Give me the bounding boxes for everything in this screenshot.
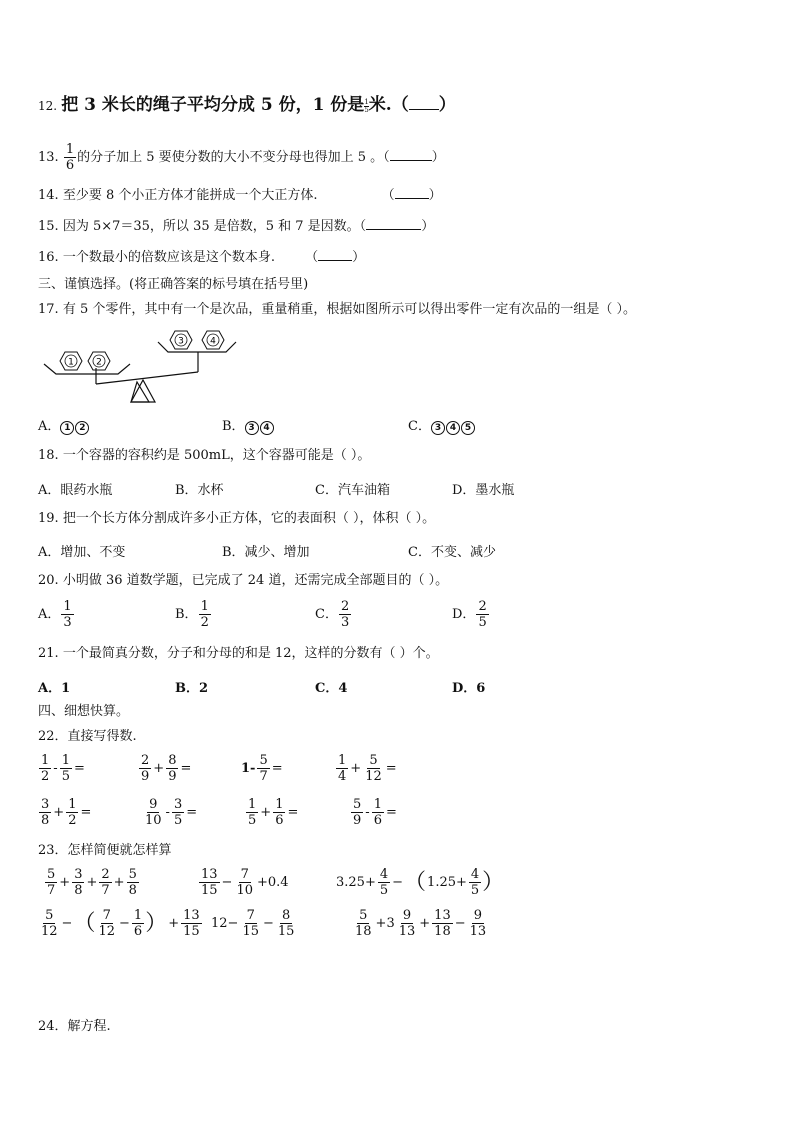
q15-answer-blank[interactable]: [366, 217, 421, 230]
part-1-hexagon: [60, 352, 82, 370]
q15-close: ）: [421, 219, 435, 234]
q13-answer-blank[interactable]: [390, 148, 432, 161]
q21-line: [38, 645, 439, 663]
q20-option-d-fraction: [476, 599, 488, 630]
q19-line: [38, 510, 435, 528]
q21-option-a[interactable]: A．1: [38, 681, 71, 696]
q18-line: [38, 447, 370, 465]
q16-line: [38, 248, 365, 267]
q16-number: 16.: [38, 250, 59, 265]
q17-option-a-mark-1: 1: [60, 421, 74, 435]
q15-line: [38, 217, 434, 236]
q17-option-a-letter: A．: [38, 419, 61, 434]
q20-c-den: 3: [340, 615, 350, 630]
q17-number: 17.: [38, 302, 59, 317]
q12-frac-den: 5: [364, 106, 369, 114]
q12-close: ）: [438, 95, 456, 115]
q17-option-a-mark-2: 2: [75, 421, 89, 435]
q17-option-b-mark-2: 4: [260, 421, 274, 435]
q14-text: 至少要 8 个小正方体才能拼成一个大正方体.: [62, 188, 318, 203]
q12-answer-blank[interactable]: [409, 97, 439, 110]
q17-option-b-mark-1: 3: [245, 421, 259, 435]
q14-line: [38, 186, 442, 205]
q12-number: 12.: [38, 99, 58, 113]
q22-expr-6: $\frac{9}{10}$ - $\frac{3}{5}$ =: [145, 797, 198, 828]
q13-close: ）: [431, 150, 445, 165]
q20-d-den: 5: [478, 615, 487, 630]
q22-title: 22．直接写得数.: [38, 729, 137, 744]
q18-option-a[interactable]: A．眼药水瓶: [38, 483, 113, 498]
q15-text: 因为 5×7＝35，所以 35 是倍数，5 和 7 是因数。（: [62, 219, 367, 234]
q16-text: 一个数最小的倍数应该是这个数本身.: [62, 250, 275, 265]
q13-frac-num: 1: [65, 142, 75, 157]
q20-option-c-fraction: [339, 599, 351, 630]
q17-option-b-letter: B．: [222, 419, 245, 434]
q18-option-d[interactable]: D．墨水瓶: [452, 483, 515, 498]
q21-option-c[interactable]: C．4: [315, 681, 348, 696]
q23-expr-2: $\frac{13}{15}$ − $\frac{7}{10}$ +0.4: [201, 867, 289, 898]
q22-expr-2: $\frac{2}{9}$ + $\frac{8}{9}$ =: [141, 753, 192, 784]
q14-open: （: [381, 188, 395, 203]
q20-b-num: 1: [200, 599, 209, 614]
q16-answer-blank[interactable]: [318, 248, 352, 261]
q19-text: 把一个长方体分割成许多小正方体，它的表面积（ ），体积（ ）。: [62, 511, 436, 526]
q20-number: 20.: [38, 573, 59, 588]
q20-option-b-letter: B．: [175, 607, 198, 622]
q17-option-b[interactable]: [222, 415, 275, 435]
q14-close: ）: [428, 188, 442, 203]
q22-expr-8: $\frac{5}{9}$ - $\frac{1}{6}$ =: [353, 797, 397, 828]
q20-option-a-fraction: [61, 599, 73, 630]
q13-number: 13.: [38, 150, 59, 165]
q19-option-b[interactable]: B．减少、增加: [222, 545, 310, 560]
q20-option-a-letter: A．: [38, 607, 61, 622]
q20-option-d-letter: D．: [452, 607, 476, 622]
q20-option-a[interactable]: [38, 599, 75, 630]
q12-line: [38, 96, 456, 116]
q13-frac-den: 6: [65, 158, 75, 173]
q22-expr-5: $\frac{3}{8}$ + $\frac{1}{2}$ =: [41, 797, 92, 828]
part-1-label: 1: [68, 357, 74, 368]
q20-d-num: 2: [478, 599, 487, 614]
q13-fraction: [64, 142, 76, 173]
q24-title: 24．解方程.: [38, 1019, 111, 1034]
q20-option-d[interactable]: [452, 599, 490, 630]
q12-frac-num: 1: [364, 98, 369, 106]
q20-option-c-letter: C．: [315, 607, 338, 622]
q19-option-c[interactable]: C．不变、减少: [408, 545, 496, 560]
q22-expr-4: $\frac{1}{4}$ + $\frac{5}{12}$ =: [338, 753, 397, 784]
q17-option-c[interactable]: [408, 415, 476, 435]
q17-option-c-letter: C．: [408, 419, 431, 434]
q20-line: [38, 572, 448, 590]
q22-expr-3: 1- $\frac{5}{7}$ =: [241, 753, 283, 784]
q20-option-c[interactable]: [315, 599, 352, 630]
q17-option-c-mark-3: 5: [461, 421, 475, 435]
q23-expr-1: $\frac{5}{7}$ + $\frac{3}{8}$ + $\frac{2}{7}$ + $\frac{5}{8}$: [47, 867, 137, 898]
balance-scale-figure: [40, 328, 250, 408]
part-2-hexagon: [88, 352, 110, 370]
q20-a-num: 1: [63, 599, 72, 614]
q14-answer-blank[interactable]: [395, 186, 429, 199]
q20-a-den: 3: [63, 615, 72, 630]
q23-expr-3: 3.25+ $\frac{4}{5}$ − （ 1.25+ $\frac{4}{5}$ ）: [336, 867, 505, 898]
q19-option-a[interactable]: A．增加、不变: [38, 545, 126, 560]
q16-open: （: [305, 250, 319, 265]
q16-close: ）: [352, 250, 366, 265]
q21-option-b[interactable]: B．2: [175, 681, 209, 696]
q21-option-d[interactable]: D．6: [452, 681, 486, 696]
q18-text: 一个容器的容积约是 500mL，这个容器可能是（ ）。: [62, 448, 371, 463]
q12-post: 米.（: [368, 95, 409, 115]
q21-text: 一个最简真分数，分子和分母的和是 12，这样的分数有（ ）个。: [62, 646, 439, 661]
q19-number: 19.: [38, 511, 59, 526]
q13-text: 的分子加上 5 要使分数的大小不变分母也得加上 5 。（: [77, 150, 390, 165]
part-3-label: 3: [178, 336, 184, 347]
q23-title: 23．怎样简便就怎样算: [38, 843, 172, 858]
section-4-heading: 四、细想快算。: [38, 704, 130, 719]
q17-option-c-mark-1: 3: [431, 421, 445, 435]
q20-text: 小明做 36 道数学题，已完成了 24 道，还需完成全部题目的（ ）。: [62, 573, 449, 588]
q17-line: [38, 301, 636, 319]
q20-b-den: 2: [200, 615, 209, 630]
q18-option-b[interactable]: B．水杯: [175, 483, 224, 498]
q17-text: 有 5 个零件，其中有一个是次品，重量稍重，根据如图所示可以得出零件一定有次品的一组是（ ）。: [62, 302, 636, 317]
q22-expr-7: $\frac{1}{5}$ + $\frac{1}{6}$ =: [248, 797, 299, 828]
q20-c-num: 2: [340, 599, 350, 614]
q22-expr-1: $\frac{1}{2}$ - $\frac{1}{5}$ =: [41, 753, 85, 784]
part-4-label: 4: [210, 336, 216, 347]
q17-option-a[interactable]: [38, 415, 90, 435]
q18-number: 18.: [38, 448, 59, 463]
q23-expr-6: $\frac{5}{18}$ +3 $\frac{9}{13}$ + $\frac{13}{18}$ − $\frac{9}{13}$: [355, 908, 487, 939]
q20-option-b-fraction: [199, 599, 211, 630]
q18-option-c[interactable]: C．汽车油箱: [315, 483, 390, 498]
q20-option-b[interactable]: [175, 599, 212, 630]
q13-line: [38, 142, 445, 173]
part-4-hexagon: [202, 331, 224, 349]
q14-number: 14.: [38, 188, 59, 203]
q23-expr-4: $\frac{5}{12}$ − （ $\frac{7}{12}$ − $\frac{1}{6}$ ） + $\frac{13}{15}$: [41, 908, 200, 939]
part-3-hexagon: [170, 331, 192, 349]
q12-text: 把 3 米长的绳子平均分成 5 份，1 份是: [61, 95, 365, 115]
q23-expr-5: 12− $\frac{7}{15}$ − $\frac{8}{15}$: [211, 908, 295, 939]
q17-option-c-mark-2: 4: [446, 421, 460, 435]
section-3-heading: 三、谨慎选择。(将正确答案的标号填在括号里): [38, 277, 309, 292]
part-2-label: 2: [96, 357, 102, 368]
q21-number: 21.: [38, 646, 59, 661]
q15-number: 15.: [38, 219, 59, 234]
